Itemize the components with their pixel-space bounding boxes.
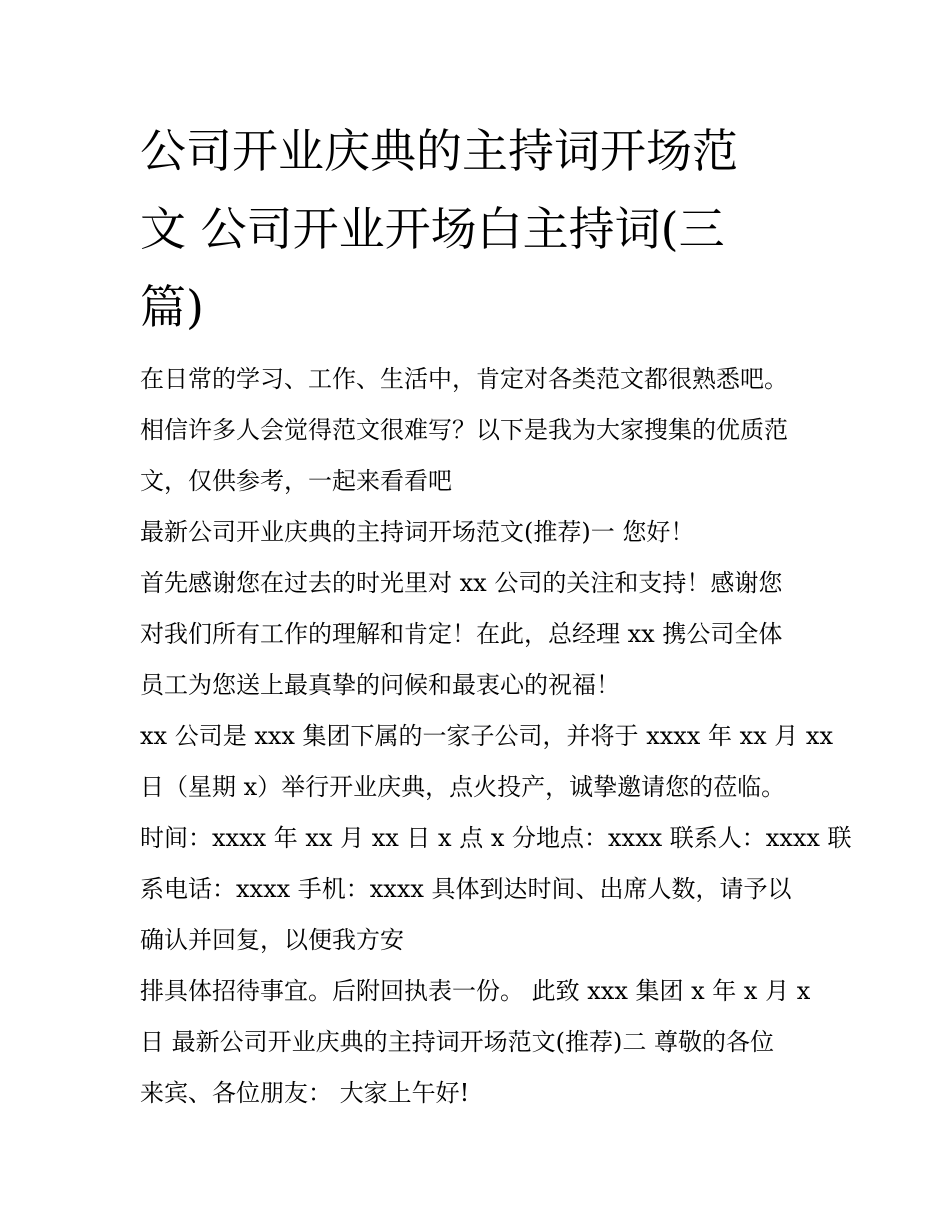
body-line: xx 公司是 xxx 集团下属的一家子公司，并将于 xxxx 年 xx 月 xx <box>140 722 833 750</box>
body-line: 系电话：xxxx 手机：xxxx 具体到达时间、出席人数，请予以 <box>140 875 792 903</box>
body-line: 时间：xxxx 年 xx 月 xx 日 x 点 x 分地点：xxxx 联系人：xxxx 联 <box>140 824 852 852</box>
title-line: 文 公司开业开场白主持词(三 <box>140 202 725 256</box>
body-line: 确认并回复，以便我方安 <box>140 926 404 954</box>
body-line: 来宾、各位朋友： 大家上午好! <box>140 1079 470 1107</box>
body-line: 排具体招待事宜。后附回执表一份。 此致 xxx 集团 x 年 x 月 x <box>140 977 811 1005</box>
document-title <box>140 112 820 346</box>
title-line: 公司开业庆典的主持词开场范 <box>140 124 738 178</box>
body-line: 日 最新公司开业庆典的主持词开场范文(推荐)二 尊敬的各位 <box>140 1028 774 1056</box>
body-line: 日（星期 x）举行开业庆典，点火投产，诚挚邀请您的莅临。 <box>140 773 786 801</box>
body-line: 最新公司开业庆典的主持词开场范文(推荐)一 您好！ <box>140 518 695 546</box>
body-line: 在日常的学习、工作、生活中，肯定对各类范文都很熟悉吧。 <box>140 365 788 393</box>
document-body <box>140 354 852 1119</box>
body-line: 相信许多人会觉得范文很难写？以下是我为大家搜集的优质范 <box>140 416 788 444</box>
body-line: 对我们所有工作的理解和肯定！在此，总经理 xx 携公司全体 <box>140 620 783 648</box>
body-line: 文，仅供参考，一起来看看吧 <box>140 467 452 495</box>
title-line: 篇) <box>140 280 204 334</box>
body-line: 员工为您送上最真挚的问候和最衷心的祝福！ <box>140 671 620 699</box>
body-line: 首先感谢您在过去的时光里对 xx 公司的关注和支持！感谢您 <box>140 569 783 597</box>
